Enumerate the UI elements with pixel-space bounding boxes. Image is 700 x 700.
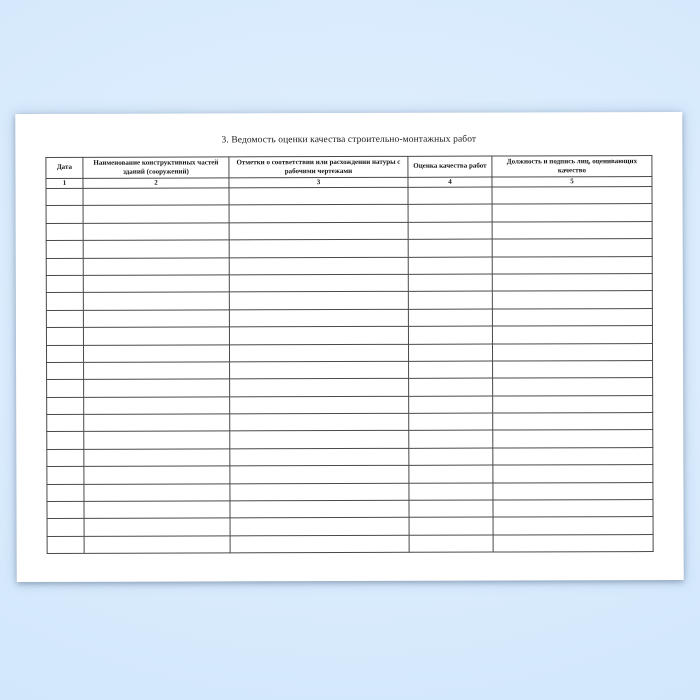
empty-cell (409, 396, 493, 414)
empty-cell (46, 275, 83, 293)
empty-cell (493, 500, 653, 518)
empty-cell (493, 378, 653, 396)
empty-row (47, 378, 653, 397)
column-header-structural-parts: Наименование конструктивных частей зданий (сооружений) (83, 157, 229, 178)
empty-cell (47, 397, 84, 415)
empty-cell (84, 466, 230, 484)
empty-cell (492, 326, 652, 344)
empty-cell (409, 378, 493, 396)
empty-cell (408, 239, 492, 257)
empty-cell (229, 309, 408, 327)
empty-cell (47, 362, 84, 380)
empty-cell (408, 309, 492, 327)
empty-cell (493, 534, 653, 552)
empty-cell (47, 449, 84, 467)
empty-cell (229, 187, 408, 205)
empty-cell (46, 223, 83, 241)
empty-cell (84, 397, 230, 415)
empty-cell (492, 274, 652, 292)
column-header-quality-rating: Оценка качества работ (408, 156, 492, 177)
empty-cell (229, 257, 408, 275)
empty-cell (408, 274, 492, 292)
empty-cell (229, 292, 408, 310)
empty-cell (230, 413, 409, 431)
empty-cell (230, 535, 409, 553)
empty-row (47, 517, 653, 536)
empty-cell (84, 518, 230, 536)
empty-row (46, 343, 652, 362)
empty-cell (229, 326, 408, 344)
empty-cell (83, 327, 229, 345)
empty-cell (492, 256, 652, 274)
empty-cell (47, 484, 84, 502)
empty-cell (408, 326, 492, 344)
empty-row (47, 500, 653, 519)
empty-row (46, 221, 652, 240)
empty-cell (84, 484, 230, 502)
empty-cell (492, 291, 652, 309)
empty-cell (84, 501, 230, 519)
column-number-3: 3 (229, 177, 408, 188)
empty-cell (492, 187, 652, 205)
empty-cell (47, 467, 84, 485)
empty-cell (409, 413, 493, 431)
column-header-date: Дата (46, 157, 83, 178)
empty-cell (84, 536, 230, 554)
empty-cell (84, 379, 230, 397)
document-title: 3. Ведомость оценки качества строительно-монтажных работ (221, 134, 477, 146)
empty-cell (46, 188, 83, 206)
empty-cell (229, 274, 408, 292)
empty-cell (46, 345, 83, 363)
empty-row (46, 239, 652, 258)
empty-cell (230, 396, 409, 414)
empty-cell (493, 447, 653, 465)
empty-cell (409, 483, 493, 501)
column-number-4: 4 (408, 177, 492, 187)
column-header-conformity-notes: Отметки о соответствии или расхождении натуры с рабочими чертежами (229, 156, 408, 178)
empty-cell (408, 291, 492, 309)
empty-cell (47, 432, 84, 450)
empty-cell (229, 222, 408, 240)
empty-cell (408, 344, 492, 362)
document-page (15, 112, 683, 582)
empty-row (47, 360, 653, 379)
empty-row (46, 291, 652, 310)
empty-cell (492, 343, 652, 361)
empty-cell (409, 500, 493, 518)
empty-cell (229, 239, 408, 257)
empty-row (46, 256, 652, 275)
empty-cell (230, 431, 409, 449)
empty-cell (492, 308, 652, 326)
empty-cell (83, 344, 229, 362)
empty-cell (83, 257, 229, 275)
empty-cell (230, 466, 409, 484)
empty-cell (409, 448, 493, 466)
empty-cell (493, 482, 653, 500)
empty-cell (409, 465, 493, 483)
empty-row (47, 413, 653, 432)
empty-cell (493, 395, 653, 413)
empty-cell (230, 448, 409, 466)
empty-cell (47, 536, 84, 554)
empty-cell (46, 310, 83, 328)
empty-row (46, 204, 652, 223)
column-number-5: 5 (492, 177, 652, 188)
column-number-1: 1 (46, 178, 83, 188)
table-header-row (46, 156, 652, 179)
empty-cell (46, 293, 83, 311)
empty-cell (408, 222, 492, 240)
empty-cell (84, 449, 230, 467)
empty-row (47, 534, 653, 553)
quality-assessment-table (45, 155, 653, 554)
empty-row (46, 308, 652, 327)
empty-row (47, 465, 653, 484)
empty-cell (230, 483, 409, 501)
empty-cell (408, 257, 492, 275)
empty-cell (230, 500, 409, 518)
empty-cell (47, 414, 84, 432)
empty-row (47, 395, 653, 414)
empty-cell (83, 240, 229, 258)
empty-cell (493, 413, 653, 431)
empty-row (46, 274, 652, 293)
empty-cell (492, 204, 652, 222)
empty-cell (83, 205, 229, 223)
empty-cell (83, 223, 229, 241)
empty-cell (83, 292, 229, 310)
empty-cell (46, 327, 83, 345)
empty-cell (47, 501, 84, 519)
empty-cell (83, 275, 229, 293)
empty-cell (83, 188, 229, 206)
empty-row (46, 326, 652, 345)
empty-cell (84, 362, 230, 380)
empty-cell (229, 344, 408, 362)
empty-cell (46, 206, 83, 224)
empty-cell (47, 380, 84, 398)
empty-cell (409, 517, 493, 535)
empty-cell (229, 205, 408, 223)
empty-cell (493, 360, 653, 378)
empty-cell (408, 204, 492, 222)
empty-row (47, 447, 653, 466)
empty-cell (409, 361, 493, 379)
empty-row (46, 187, 652, 206)
empty-cell (83, 310, 229, 328)
empty-cell (492, 239, 652, 257)
empty-cell (409, 431, 493, 449)
empty-cell (493, 517, 653, 535)
empty-cell (230, 361, 409, 379)
table-body (46, 187, 653, 554)
empty-cell (230, 379, 409, 397)
empty-cell (409, 535, 493, 553)
column-number-2: 2 (83, 178, 229, 188)
empty-cell (46, 241, 83, 259)
empty-row (47, 430, 653, 449)
empty-cell (47, 519, 84, 537)
empty-cell (230, 518, 409, 536)
empty-row (47, 482, 653, 501)
column-header-position-signature: Должность и подпись лиц, оценивающих качество (492, 156, 652, 178)
empty-cell (84, 431, 230, 449)
empty-cell (46, 258, 83, 276)
empty-cell (84, 414, 230, 432)
empty-cell (492, 221, 652, 239)
empty-cell (493, 465, 653, 483)
empty-cell (493, 430, 653, 448)
empty-cell (408, 187, 492, 205)
